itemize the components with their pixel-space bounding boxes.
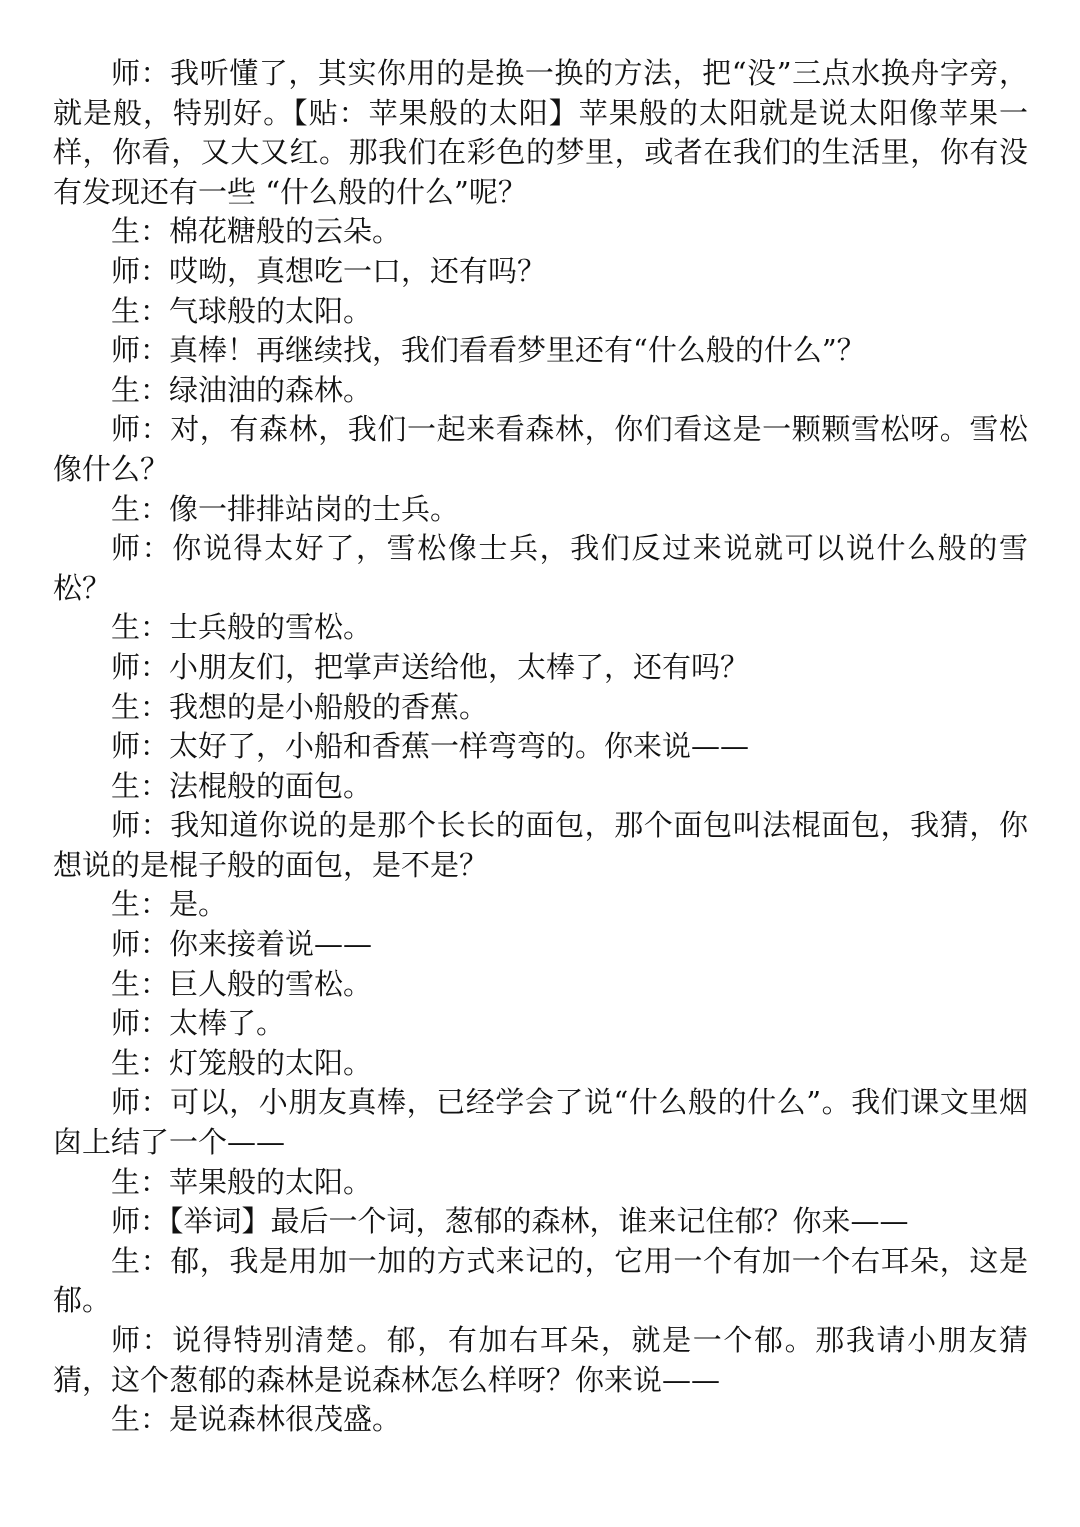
transcript-paragraph <box>53 1202 1028 1242</box>
speaker-label: 师： <box>111 1006 170 1041</box>
speaker-label: 生： <box>111 887 170 922</box>
transcript-paragraph <box>53 54 1028 212</box>
speaker-label: 生： <box>111 1164 170 1199</box>
speaker-label: 师： <box>111 333 170 368</box>
transcript-paragraph <box>53 1400 1028 1440</box>
transcript-paragraph <box>53 727 1028 767</box>
speech-text: 绿油油的森林。 <box>169 372 373 407</box>
speaker-label: 生： <box>111 1402 170 1437</box>
speaker-label: 生： <box>111 214 170 249</box>
speaker-label: 生： <box>111 689 170 724</box>
speech-text: 像一排排站岗的士兵。 <box>169 491 460 526</box>
speaker-label: 生： <box>111 768 170 803</box>
speaker-label: 生： <box>111 1045 170 1080</box>
speech-text: 说得特别清楚。郁，有加右耳朵，就是一个郁。那我请小朋友猜猜，这个葱郁的森林是说森林怎么样呀？你来说—— <box>53 1323 1028 1397</box>
speech-text: 小朋友们，把掌声送给他，太棒了，还有吗？ <box>169 649 750 684</box>
speech-text: 你来接着说—— <box>169 927 373 962</box>
transcript-paragraph <box>53 410 1028 489</box>
transcript-paragraph <box>53 1242 1028 1321</box>
speech-text: 士兵般的雪松。 <box>169 610 373 645</box>
transcript-paragraph <box>53 529 1028 608</box>
speech-text: 是。 <box>169 887 228 922</box>
speech-text: 哎呦，真想吃一口，还有吗？ <box>169 253 547 288</box>
speaker-label: 生： <box>111 966 170 1001</box>
speaker-label: 师： <box>111 253 170 288</box>
transcript-paragraph <box>53 1083 1028 1162</box>
speaker-label: 师： <box>111 1323 173 1357</box>
speaker-label: 师： <box>111 1085 171 1120</box>
speaker-label: 生： <box>111 610 170 645</box>
speaker-label: 师： <box>111 1204 170 1239</box>
transcript-paragraph <box>53 371 1028 411</box>
transcript-paragraph <box>53 212 1028 252</box>
transcript-paragraph <box>53 608 1028 648</box>
speaker-label: 生： <box>111 372 170 407</box>
speaker-label: 师： <box>111 927 170 962</box>
transcript-paragraph <box>53 331 1028 371</box>
speaker-label: 生： <box>111 1243 171 1278</box>
speech-text: 郁，我是用加一加的方式来记的，它用一个有加一个右耳朵，这是郁。 <box>53 1243 1028 1318</box>
speech-text: 气球般的太阳。 <box>169 293 373 328</box>
speech-text: 我知道你说的是那个长长的面包，那个面包叫法棍面包，我猜，你想说的是棍子般的面包，是不是？ <box>53 808 1028 882</box>
speaker-label: 生： <box>111 293 170 328</box>
transcript-paragraph <box>53 885 1028 925</box>
speech-text: 苹果般的太阳。 <box>169 1164 373 1199</box>
speaker-label: 师： <box>111 649 170 684</box>
transcript-paragraph <box>53 965 1028 1005</box>
speech-text: 对，有森林，我们一起来看森林，你们看这是一颗颗雪松呀。雪松像什么？ <box>53 412 1028 486</box>
speech-text: 太好了，小船和香蕉一样弯弯的。你来说—— <box>169 729 750 764</box>
speech-text: 你说得太好了，雪松像士兵，我们反过来说就可以说什么般的雪松？ <box>53 531 1028 605</box>
speaker-label: 师： <box>111 56 171 90</box>
speech-text: 太棒了。 <box>169 1006 286 1041</box>
speech-text: 我想的是小船般的香蕉。 <box>169 689 489 724</box>
transcript-page <box>53 54 1028 1440</box>
transcript-paragraph <box>53 767 1028 807</box>
speech-text: 棉花糖般的云朵。 <box>169 214 402 249</box>
speaker-label: 师： <box>111 729 170 764</box>
transcript-paragraph <box>53 925 1028 965</box>
transcript-paragraph <box>53 1004 1028 1044</box>
speaker-label: 生： <box>111 491 170 526</box>
transcript-paragraph <box>53 1044 1028 1084</box>
speech-text: 灯笼般的太阳。 <box>169 1045 373 1080</box>
speech-text: 法棍般的面包。 <box>169 768 373 803</box>
speech-text: 巨人般的雪松。 <box>169 966 373 1001</box>
speech-text: 真棒！再继续找，我们看看梦里还有“什么般的什么”？ <box>169 333 866 368</box>
speaker-label: 师： <box>111 412 171 447</box>
speech-text: 我听懂了，其实你用的是换一换的方法，把“没”三点水换舟字旁，就是般，特别好。【贴：苹果般的太阳】苹果般的太阳就是说太阳像苹果一样，你看，又大又红。那我们在彩色的梦里，或者在我们的生活里，你有没有发现还有一些 “什么般的什么”呢？ <box>53 56 1028 209</box>
transcript-paragraph <box>53 252 1028 292</box>
transcript-paragraph <box>53 688 1028 728</box>
transcript-paragraph <box>53 1321 1028 1400</box>
transcript-paragraph <box>53 292 1028 332</box>
speech-text: 【举词】最后一个词，葱郁的森林，谁来记住郁？你来—— <box>169 1204 909 1239</box>
speaker-label: 师： <box>111 531 173 566</box>
transcript-paragraph <box>53 1163 1028 1203</box>
transcript-paragraph <box>53 806 1028 885</box>
transcript-paragraph <box>53 648 1028 688</box>
transcript-paragraph <box>53 490 1028 530</box>
speaker-label: 师： <box>111 808 171 843</box>
speech-text: 是说森林很茂盛。 <box>169 1402 402 1437</box>
speech-text: 可以，小朋友真棒，已经学会了说“什么般的什么”。我们课文里烟囱上结了一个—— <box>53 1085 1028 1160</box>
